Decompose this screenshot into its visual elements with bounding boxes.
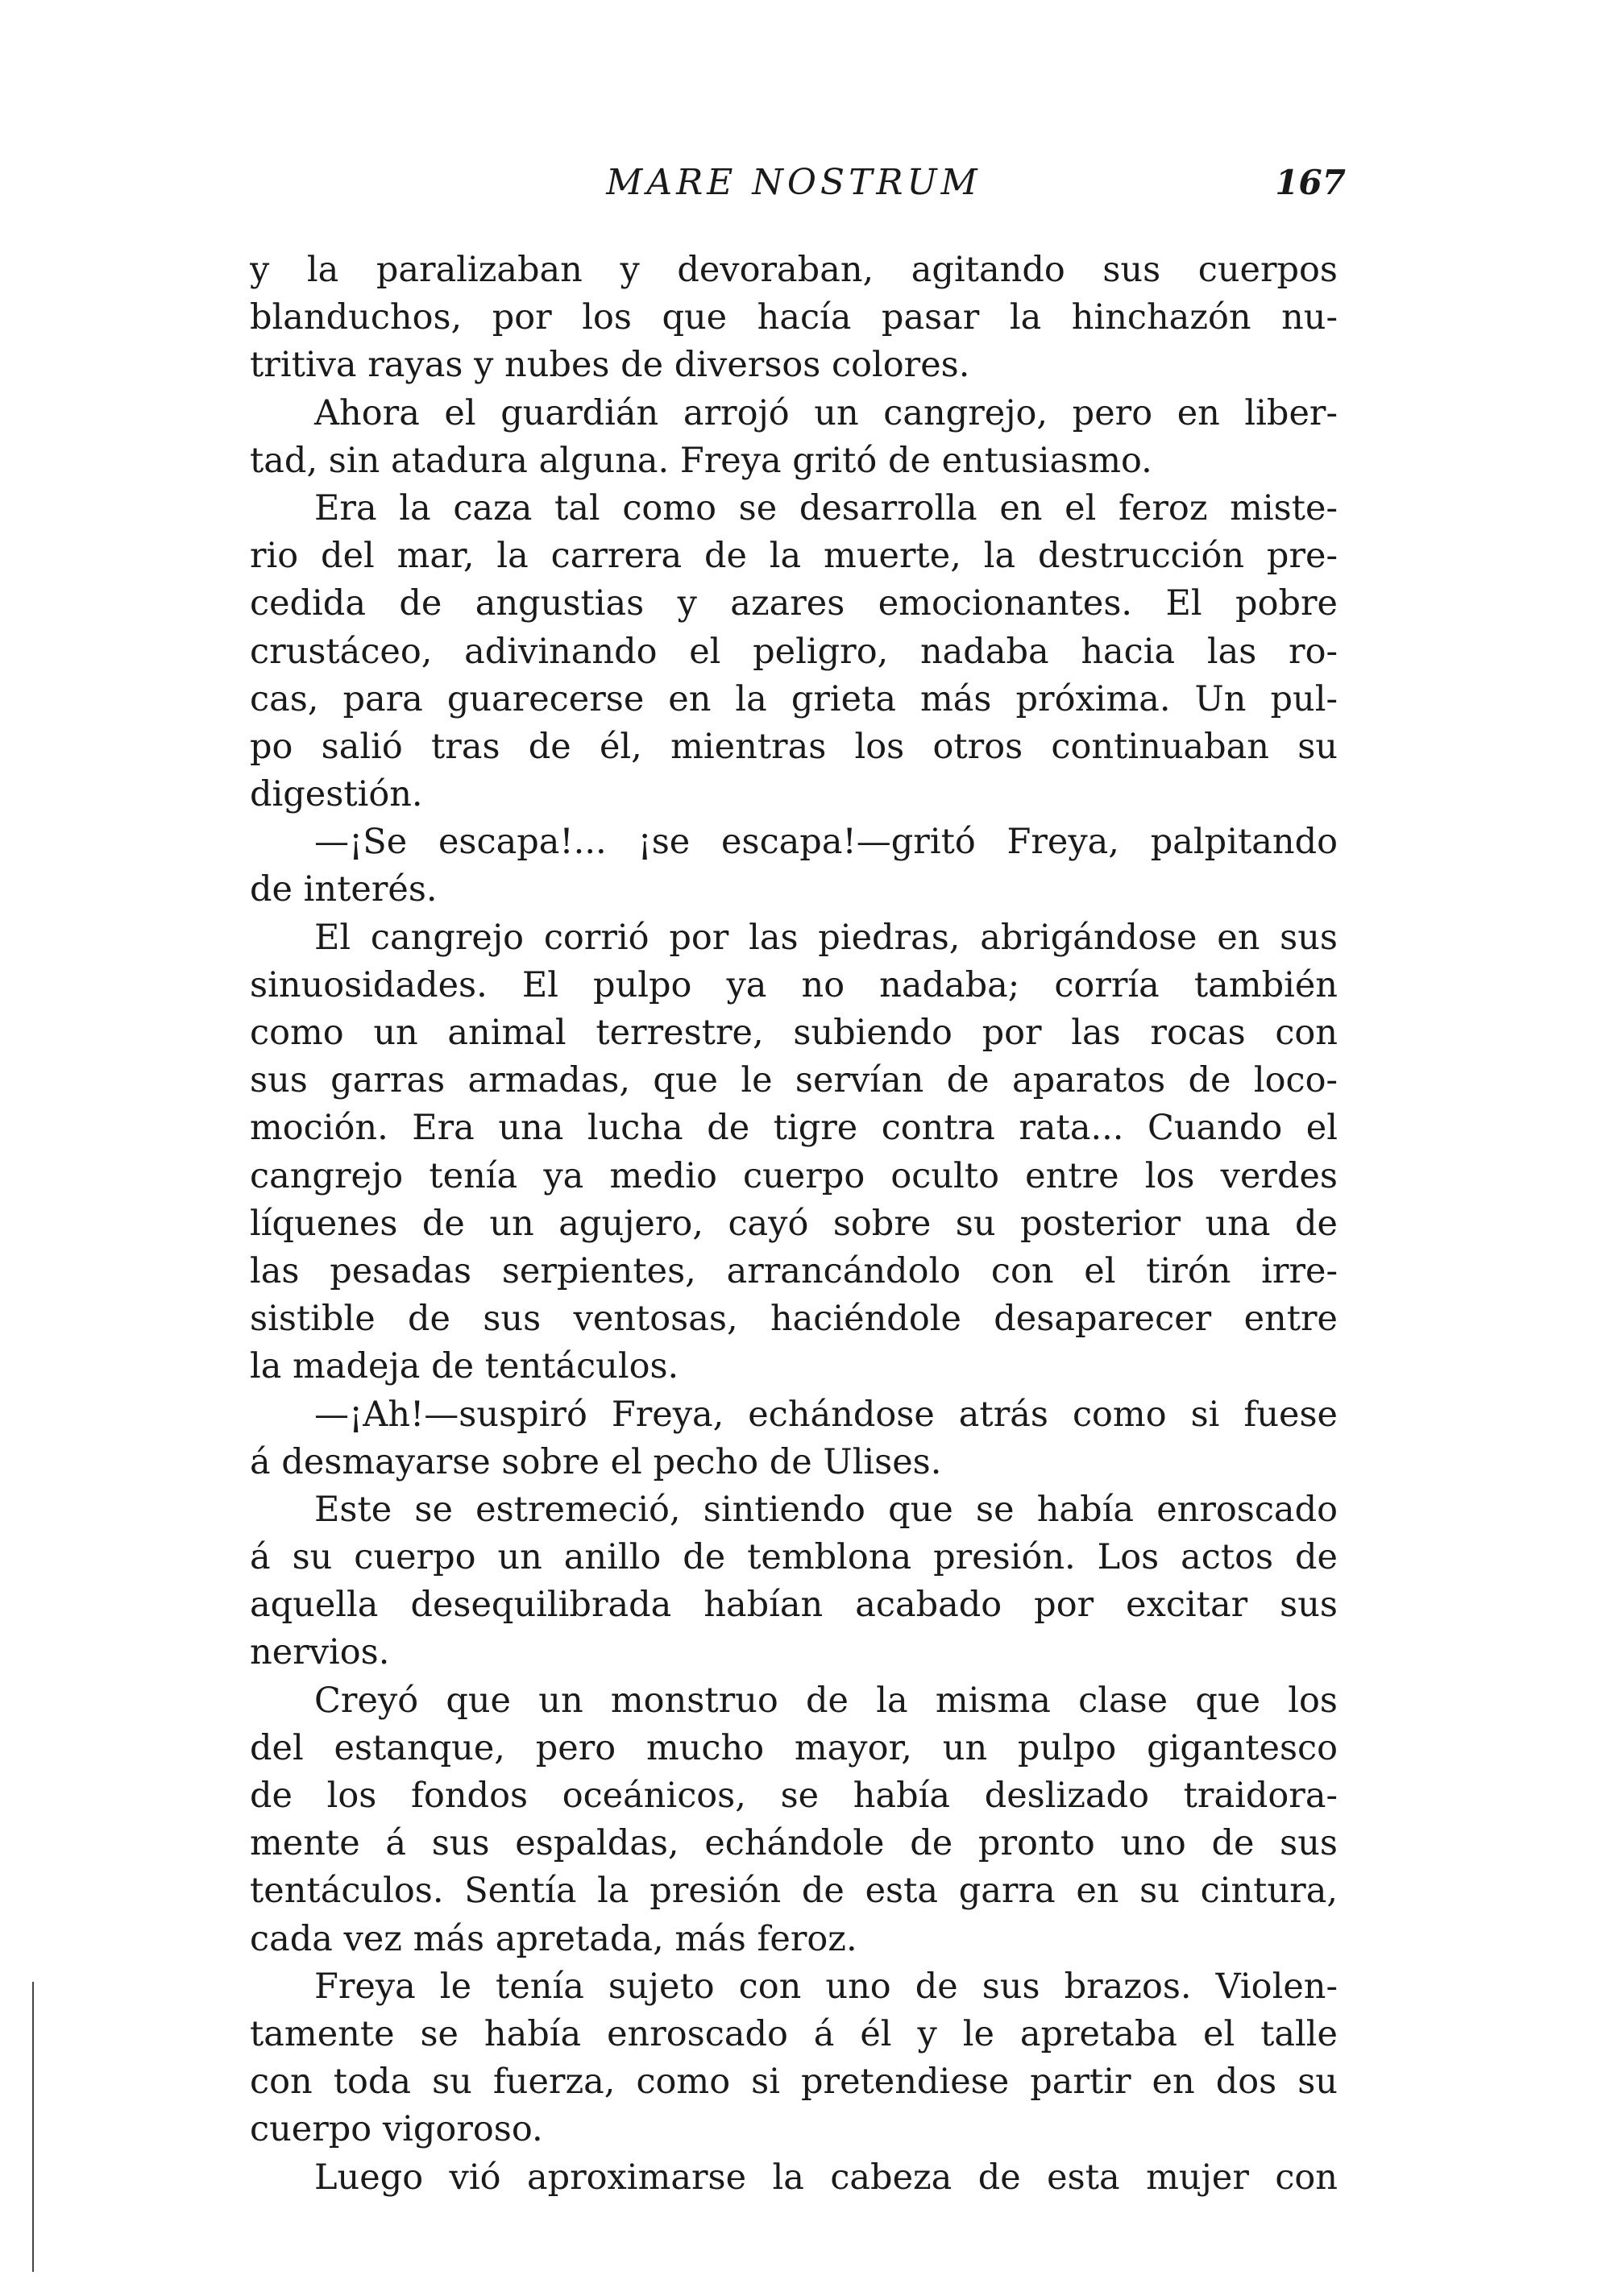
text-line: tritiva rayas y nubes de diversos colores. <box>250 345 970 386</box>
text-line: tamente se había enroscado á él y le apretaba el talle <box>250 2013 1338 2054</box>
text-line: blanduchos, por los que hacía pasar la hinchazón nu- <box>250 297 1338 338</box>
text-line: El cangrejo corrió por las piedras, abrigándose en sus <box>314 917 1338 958</box>
text-line: mente á sus espaldas, echándole de pronto uno de sus <box>250 1823 1338 1864</box>
text-line: Creyó que un monstruo de la misma clase que los <box>314 1680 1338 1721</box>
page-number: 167 <box>1275 163 1346 202</box>
text-line: tentáculos. Sentía la presión de esta garra en su cintura, <box>250 1871 1338 1912</box>
text-line: —¡Ah!—suspiró Freya, echándose atrás como si fuese <box>314 1394 1338 1435</box>
text-line: aquella desequilibrada habían acabado por excitar sus <box>250 1585 1338 1626</box>
text-line: la madeja de tentáculos. <box>250 1346 679 1387</box>
text-line: las pesadas serpientes, arrancándolo con el tirón irre- <box>250 1250 1338 1291</box>
text-line: Luego vió aproximarse la cabeza de esta mujer con <box>314 2157 1338 2198</box>
text-line: moción. Era una lucha de tigre contra rata... Cuando el <box>250 1108 1338 1149</box>
text-line: y la paralizaban y devoraban, agitando sus cuerpos <box>250 250 1338 290</box>
text-line: crustáceo, adivinando el peligro, nadaba hacia las ro- <box>250 631 1338 672</box>
text-line: líquenes de un agujero, cayó sobre su posterior una de <box>250 1203 1338 1244</box>
text-line: cangrejo tenía ya medio cuerpo oculto entre los verdes <box>250 1155 1338 1196</box>
text-line: cedida de angustias y azares emocionantes. El pobre <box>250 583 1338 624</box>
text-line: del estanque, pero mucho mayor, un pulpo gigantesco <box>250 1727 1338 1768</box>
text-line: digestión. <box>250 774 423 815</box>
text-line: Ahora el guardián arrojó un cangrejo, pero en liber- <box>314 392 1338 433</box>
text-line: Este se estremeció, sintiendo que se había enroscado <box>314 1489 1338 1530</box>
text-line: como un animal terrestre, subiendo por las rocas con <box>250 1013 1338 1053</box>
text-line: —¡Se escapa!... ¡se escapa!—gritó Freya, palpitando <box>314 822 1338 863</box>
body-text <box>250 247 1338 2202</box>
text-line: nervios. <box>250 1632 390 1673</box>
text-line: cuerpo vigoroso. <box>250 2109 543 2150</box>
running-title: MARE NOSTRUM <box>606 162 982 203</box>
page-edge-line <box>32 1982 34 2272</box>
text-line: cas, para guarecerse en la grieta más próxima. Un pul- <box>250 678 1338 719</box>
text-line: cada vez más apretada, más feroz. <box>250 1918 857 1959</box>
text-line: sistible de sus ventosas, haciéndole desaparecer entre <box>250 1299 1338 1340</box>
text-line: con toda su fuerza, como si pretendiese partir en dos su <box>250 2062 1338 2103</box>
text-line: á desmayarse sobre el pecho de Ulises. <box>250 1441 942 1482</box>
text-line: sus garras armadas, que le servían de aparatos de loco- <box>250 1060 1338 1101</box>
page-header <box>242 155 1346 211</box>
text-line: á su cuerpo un anillo de temblona presión. Los actos de <box>250 1537 1338 1578</box>
text-line: rio del mar, la carrera de la muerte, la destrucción pre- <box>250 536 1338 577</box>
text-line: Freya le tenía sujeto con uno de sus brazos. Violen- <box>314 1966 1338 2007</box>
text-line: po salió tras de él, mientras los otros continuaban su <box>250 726 1338 767</box>
text-line: de interés. <box>250 869 438 910</box>
text-line: de los fondos oceánicos, se había deslizado traidora- <box>250 1776 1338 1816</box>
text-line: Era la caza tal como se desarrolla en el feroz miste- <box>314 487 1338 528</box>
text-line: tad, sin atadura alguna. Freya gritó de entusiasmo. <box>250 440 1152 481</box>
text-line: sinuosidades. El pulpo ya no nadaba; corría también <box>250 964 1338 1005</box>
